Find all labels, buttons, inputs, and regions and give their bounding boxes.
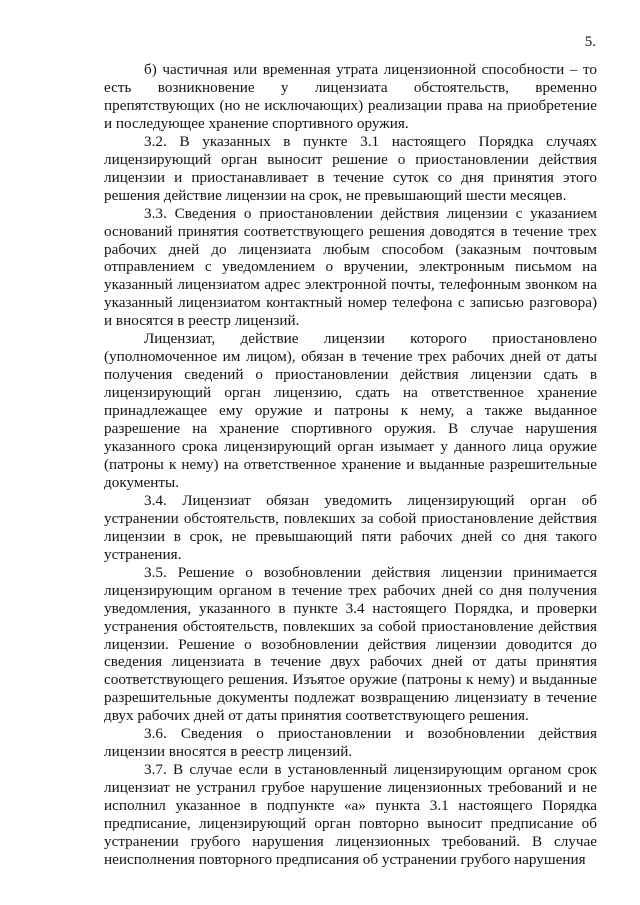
paragraph-3-1-b: б) частичная или временная утрата лицензионной способности – то есть возникновение у лицензиата обстоятельств, временно препятствующих (но не исключающих) реализации права на приобретение и последующее хранение спортивного оружия. — [104, 61, 597, 132]
paragraph-3-7: 3.7. В случае если в установленный лицензирующим органом срок лицензиат не устранил грубое нарушение лицензионных требований и не исполнил указанное в подпункте «а» пункта 3.1 настоящего Порядка предписание, лицензирующий орган повторно выносит предписание об устранении грубого нарушения лицензионных требований. В случае неисполнения повторного предписания об устранении грубого нарушения — [104, 761, 597, 868]
paragraph-3-5: 3.5. Решение о возобновлении действия лицензии принимается лицензирующим органом в течение трех рабочих дней со дня получения уведомления, указанного в пункте 3.4 настоящего Порядка, и проверки устранения обстоятельств, повлекших за собой приостановление действия лицензии. Решение о возобновлении действия лицензии доводится до сведения лицензиата в течение двух рабочих дней от даты принятия соответствующего решения. Изъятое оружие (патроны к нему) и выданные разрешительные документы подлежат возвращению лицензиату в течение двух рабочих дней от даты принятия соответствующего решения. — [104, 563, 597, 725]
paragraph-licensee-obligations: Лицензиат, действие лицензии которого приостановлено (уполномоченное им лицом), обязан в течение трех рабочих дней от даты получения сведений о приостановлении действия лицензии сдать в лицензирующий орган лицензию, сдать на ответственное хранение принадлежащее ему оружие и патроны к нему, а также выданное разрешение на хранение спортивного оружия. В случае нарушения указанного срока лицензирующий орган изымает у данного лица оружие (патроны к нему) на ответственное хранение и выданные разрешительные документы. — [104, 330, 597, 491]
paragraph-3-4: 3.4. Лицензиат обязан уведомить лицензирующий орган об устранении обстоятельств, повлекших за собой приостановление действия лицензии в срок, не превышающий пяти рабочих дней со дня такого устранения. — [104, 491, 597, 563]
document-body — [104, 61, 597, 869]
paragraph-3-2: 3.2. В указанных в пункте 3.1 настоящего Порядка случаях лицензирующий орган выносит решение о приостановлении действия лицензии и приостанавливает в течение суток со дня принятия этого решения действие лицензии на срок, не превышающий шести месяцев. — [104, 132, 597, 204]
paragraph-3-6: 3.6. Сведения о приостановлении и возобновлении действия лицензии вносятся в реестр лицензий. — [104, 725, 597, 761]
page-number: 5. — [584, 34, 596, 50]
paragraph-3-3: 3.3. Сведения о приостановлении действия лицензии с указанием оснований принятия соответствующего решения доводятся в течение трех рабочих дней до лицензиата любым способом (заказным почтовым отправлением с уведомлением о вручении, электронным письмом на указанный лицензиатом адрес электронной почты, телефонным звонком на указанный лицензиатом контактный номер телефона с записью разговора) и вносятся в реестр лицензий. — [104, 204, 597, 330]
